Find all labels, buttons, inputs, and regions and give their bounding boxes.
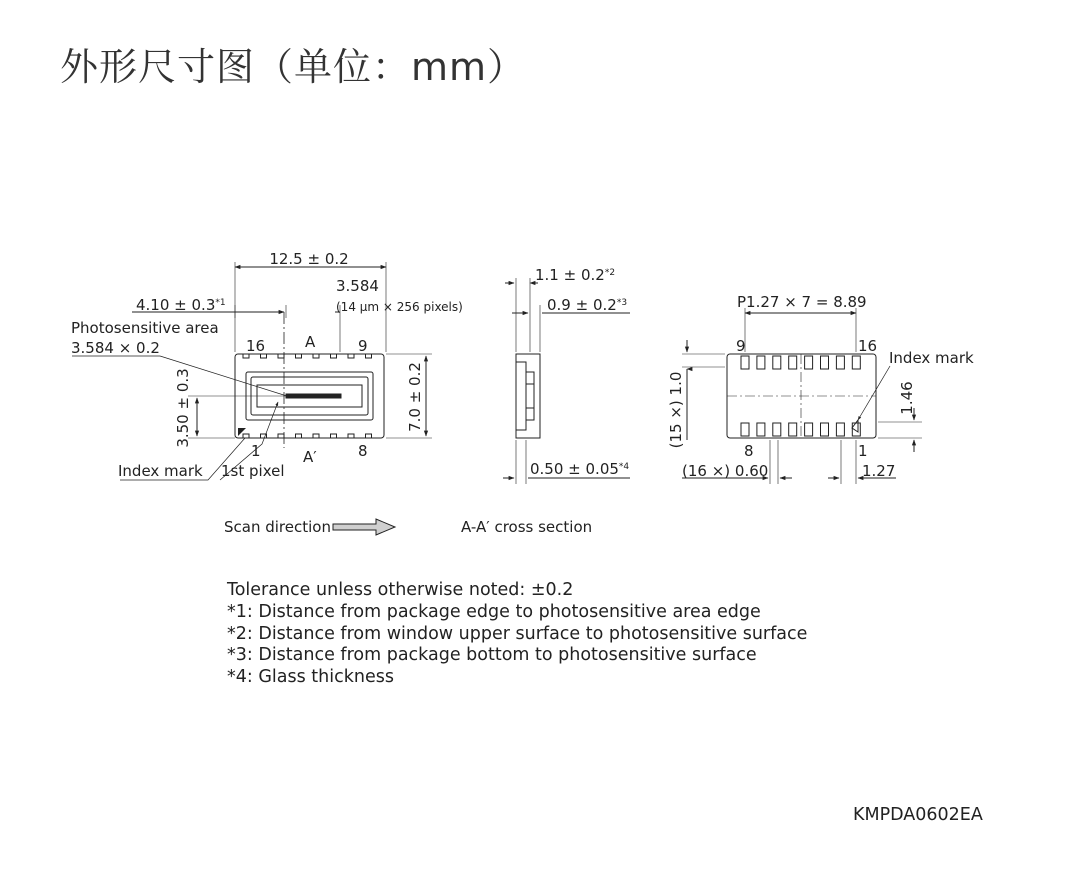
index-dim-label: 1.46 — [898, 381, 916, 415]
bottom-index-mark-label: Index mark — [889, 349, 974, 367]
scan-direction-label: Scan direction — [224, 518, 331, 536]
top-pin-9: 9 — [358, 337, 368, 355]
glass-dim-label: $0.50 \pm 0.05^{*4}$ — [530, 460, 630, 478]
bottom-pad — [773, 356, 781, 369]
lead-notch — [313, 434, 319, 438]
side-mid-dim-label: $0.9 \pm 0.2^{*3}$ — [547, 296, 628, 314]
note-line: *1: Distance from package edge to photosensitive area edge — [227, 601, 761, 622]
bottom-pad — [789, 356, 797, 369]
bottom-pad — [757, 356, 765, 369]
lead-notch — [331, 434, 337, 438]
photosensitive-area-label: Photosensitive area — [71, 319, 219, 337]
section-a-prime-label: A′ — [303, 448, 317, 466]
note-line: *2: Distance from window upper surface to photosensitive surface — [227, 623, 808, 644]
page-title: 外形尺寸图（单位：mm） — [60, 45, 527, 89]
bottom-pin-1: 1 — [858, 442, 868, 460]
pad-length-dim-label: (15 ×) 1.0 — [667, 371, 685, 449]
note-line: *3: Distance from package bottom to photosensitive surface — [227, 645, 757, 666]
side-window — [516, 362, 526, 430]
offset-dim-label: $4.10 \pm 0.3^{*1}$ — [136, 296, 226, 314]
bottom-pad — [836, 356, 844, 369]
photosensitive-area-size: 3.584 × 0.2 — [71, 339, 160, 357]
pad-width-dim-label: (16 ×) 0.60 — [682, 462, 769, 480]
bottom-pad — [741, 423, 749, 436]
note-line: Tolerance unless otherwise noted: ±0.2 — [227, 580, 574, 600]
document-code: KMPDA0602EA — [853, 805, 983, 825]
bottom-pad — [805, 423, 813, 436]
bottom-pad — [836, 423, 844, 436]
top-pin-16: 16 — [246, 337, 266, 355]
edge-dim-label: 1.27 — [862, 462, 896, 480]
lead-notch — [296, 354, 302, 358]
width-dim-label: 12.5 ± 0.2 — [269, 250, 349, 268]
top-pin-1: 1 — [251, 442, 261, 460]
pitch-dim-label: P1.27 × 7 = 8.89 — [737, 293, 867, 311]
lead-notch — [313, 354, 319, 358]
note-line: *4: Glass thickness — [227, 667, 394, 688]
bottom-pad — [789, 423, 797, 436]
section-a-label: A — [305, 333, 316, 351]
photosensitive-area-rect — [286, 394, 341, 398]
area-length-label: 3.584 — [336, 277, 379, 295]
lead-notch — [278, 354, 284, 358]
side-top-dim-label: $1.1 \pm 0.2^{*2}$ — [535, 266, 616, 284]
lead-notch — [348, 354, 354, 358]
area-length-note: (14 μm × 256 pixels) — [336, 300, 463, 314]
cross-section-caption: A-A′ cross section — [461, 518, 593, 536]
side-package-outline — [516, 354, 540, 438]
bottom-pad — [773, 423, 781, 436]
top-index-mark-label: Index mark — [118, 462, 203, 480]
lead-notch — [296, 434, 302, 438]
first-pixel-label: 1st pixel — [221, 462, 285, 480]
bottom-pad — [741, 356, 749, 369]
bottom-pin-16: 16 — [858, 337, 878, 355]
area-height-dim-label: 3.50 ± 0.3 — [174, 368, 192, 448]
bottom-pad — [821, 423, 829, 436]
bottom-pad — [757, 423, 765, 436]
scan-direction-arrow — [333, 519, 395, 535]
bottom-pad — [852, 356, 860, 369]
bottom-pad — [805, 356, 813, 369]
bottom-view — [682, 308, 922, 484]
lead-notch — [278, 434, 284, 438]
bottom-pad — [821, 356, 829, 369]
lead-notch — [348, 434, 354, 438]
lead-notch — [366, 434, 372, 438]
bottom-pin-8: 8 — [744, 442, 754, 460]
height-dim-label: 7.0 ± 0.2 — [406, 362, 424, 432]
notes — [227, 580, 807, 689]
lead-notch — [331, 354, 337, 358]
bottom-pin-9: 9 — [736, 337, 746, 355]
lead-notch — [243, 434, 249, 438]
top-pin-8: 8 — [358, 442, 368, 460]
